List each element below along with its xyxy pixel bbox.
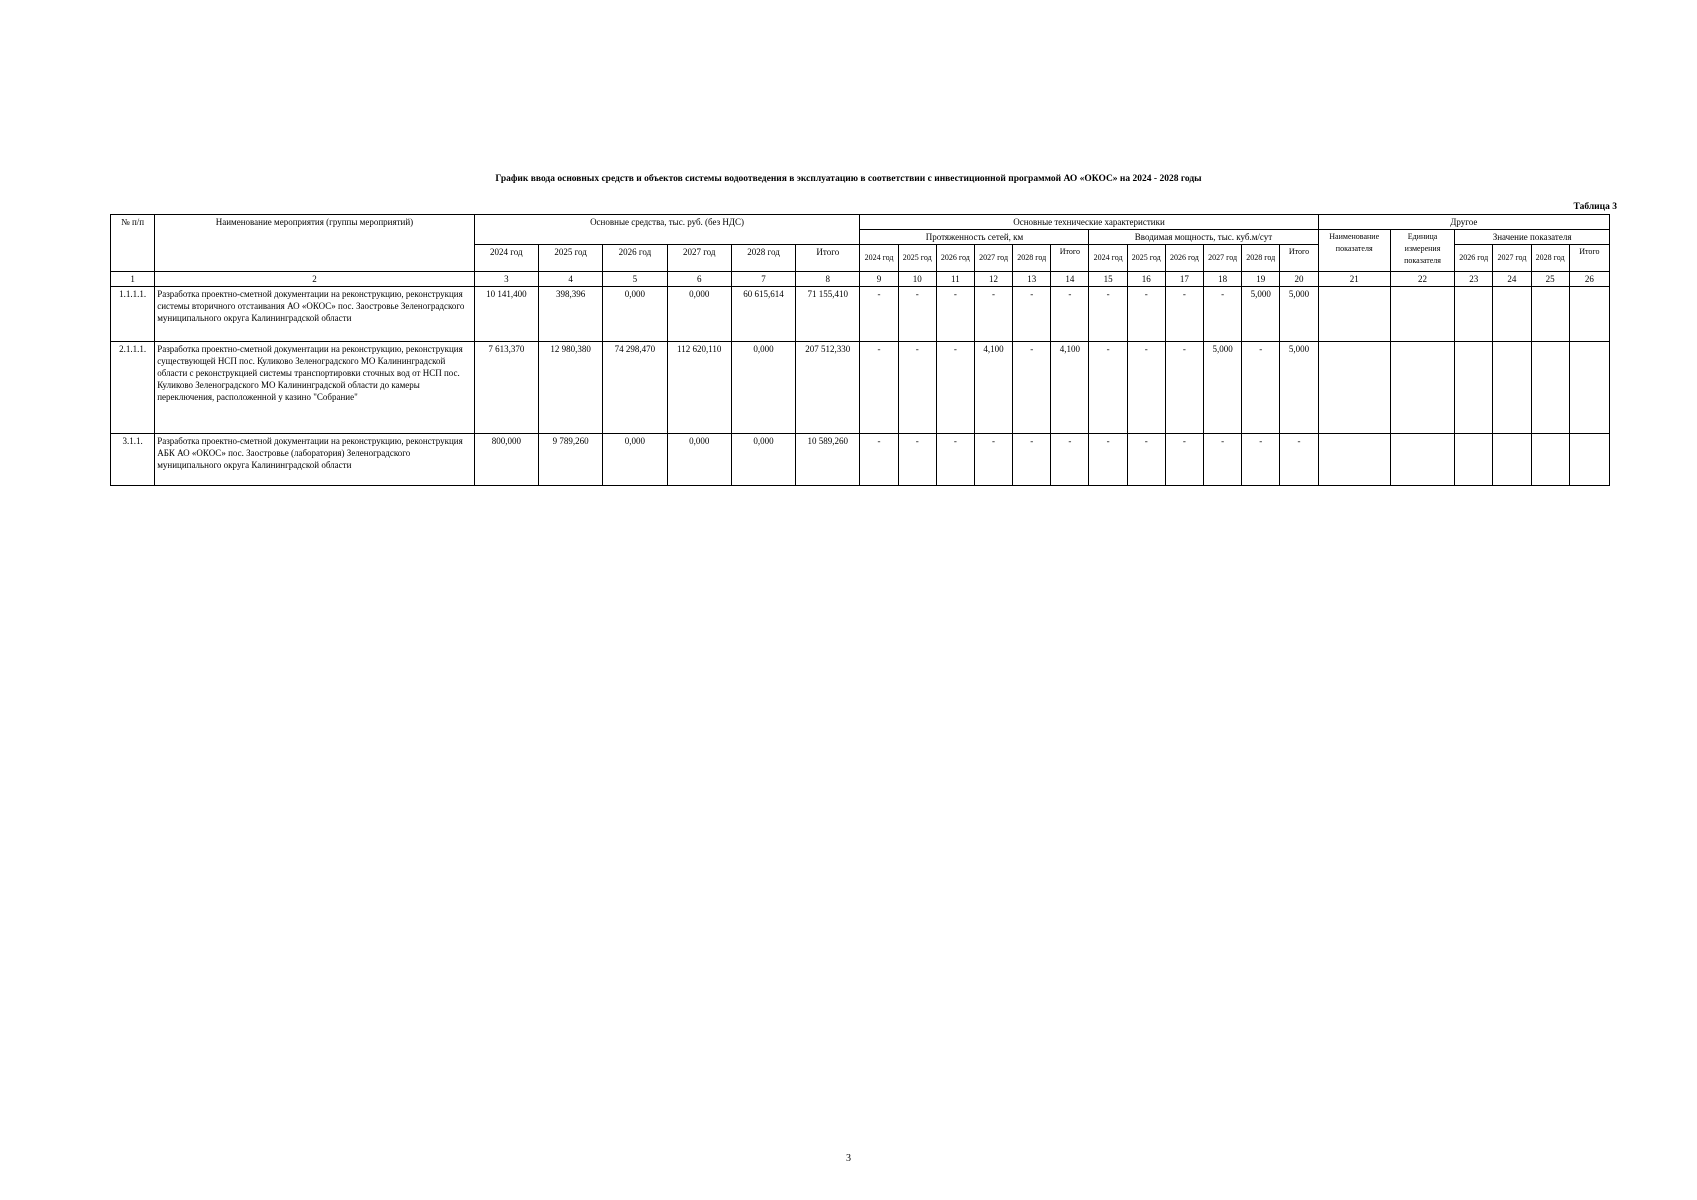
fixed-assets-cell: 0,000 xyxy=(731,434,795,486)
length-cell: - xyxy=(974,434,1012,486)
length-cell: - xyxy=(860,434,898,486)
column-number: 10 xyxy=(898,272,936,287)
column-number: 7 xyxy=(731,272,795,287)
column-number: 16 xyxy=(1127,272,1165,287)
fixed-assets-cell: 0,000 xyxy=(731,342,795,434)
fixed-assets-cell: 800,000 xyxy=(474,434,538,486)
fixed-assets-cell: 74 298,470 xyxy=(603,342,667,434)
header-num: № п/п xyxy=(111,215,155,272)
header-capacity-year: 2025 год xyxy=(1127,245,1165,272)
other-cell xyxy=(1318,434,1390,486)
column-number: 11 xyxy=(936,272,974,287)
column-number: 21 xyxy=(1318,272,1390,287)
table-body xyxy=(111,287,1610,486)
other-cell xyxy=(1455,434,1493,486)
capacity-cell: 5,000 xyxy=(1280,287,1318,342)
header-length-year: 2024 год xyxy=(860,245,898,272)
column-number: 25 xyxy=(1531,272,1569,287)
header-capacity-year: 2027 год xyxy=(1204,245,1242,272)
length-cell: - xyxy=(1013,287,1051,342)
other-cell xyxy=(1390,342,1454,434)
row-number-cell: 1.1.1.1. xyxy=(111,287,155,342)
length-cell: - xyxy=(1051,434,1089,486)
column-number: 18 xyxy=(1204,272,1242,287)
capacity-cell: 5,000 xyxy=(1280,342,1318,434)
row-number-cell: 3.1.1. xyxy=(111,434,155,486)
document-title: График ввода основных средств и объектов системы водоотведения в эксплуатацию в соответствии с инвестиционной программой АО «ОКОС» на 2024 - 2028 годы xyxy=(495,174,1202,184)
other-cell xyxy=(1569,342,1609,434)
capacity-cell: - xyxy=(1127,434,1165,486)
column-number: 23 xyxy=(1455,272,1493,287)
header-length-year: 2027 год xyxy=(974,245,1012,272)
column-number: 22 xyxy=(1390,272,1454,287)
fixed-assets-cell: 10 141,400 xyxy=(474,287,538,342)
column-number: 8 xyxy=(796,272,860,287)
header-other-year: 2028 год xyxy=(1531,245,1569,272)
header-name: Наименование мероприятия (группы мероприятий) xyxy=(155,215,474,272)
column-number: 14 xyxy=(1051,272,1089,287)
capacity-cell: - xyxy=(1165,434,1203,486)
fixed-assets-cell: 10 589,260 xyxy=(796,434,860,486)
header-fa-year: 2024 год xyxy=(474,245,538,272)
capacity-cell: - xyxy=(1127,342,1165,434)
capacity-cell: - xyxy=(1242,434,1280,486)
header-fixed-assets: Основные средства, тыс. руб. (без НДС) xyxy=(474,215,860,245)
fixed-assets-cell: 71 155,410 xyxy=(796,287,860,342)
fixed-assets-cell: 0,000 xyxy=(603,434,667,486)
header-indicator-name: Наименование показателя xyxy=(1318,230,1390,272)
column-numbers-row xyxy=(111,272,1610,287)
fixed-assets-cell: 7 613,370 xyxy=(474,342,538,434)
length-cell: - xyxy=(1013,342,1051,434)
capacity-cell: - xyxy=(1242,342,1280,434)
row-name-cell: Разработка проектно-сметной документации на реконструкцию, реконструкция существующей НСП пос. Куликово Зеленоградского МО Калининградской области с реконструкцией системы транспортировки сточных вод от НСП пос. Куликово Зеленоградского МО Калининградской области до камеры переключения, расположенной у казино "Собрание" xyxy=(155,342,474,434)
other-cell xyxy=(1318,287,1390,342)
column-number: 6 xyxy=(667,272,731,287)
header-tech: Основные технические характеристики xyxy=(860,215,1318,230)
column-number: 15 xyxy=(1089,272,1127,287)
column-number: 20 xyxy=(1280,272,1318,287)
row-name-cell: Разработка проектно-сметной документации на реконструкцию, реконструкция системы вторичного отстаивания АО «ОКОС» пос. Заостровье Зеленоградского муниципального округа Калининградской области xyxy=(155,287,474,342)
fixed-assets-cell: 9 789,260 xyxy=(538,434,602,486)
fixed-assets-cell: 207 512,330 xyxy=(796,342,860,434)
column-number: 1 xyxy=(111,272,155,287)
length-cell: - xyxy=(936,434,974,486)
other-cell xyxy=(1493,434,1531,486)
header-fa-year: 2027 год xyxy=(667,245,731,272)
column-number: 4 xyxy=(538,272,602,287)
capacity-cell: 5,000 xyxy=(1204,342,1242,434)
header-fa-year: 2028 год xyxy=(731,245,795,272)
other-cell xyxy=(1390,434,1454,486)
header-indicator-value: Значение показателя xyxy=(1455,230,1610,245)
header-length-year: 2026 год xyxy=(936,245,974,272)
header-other: Другое xyxy=(1318,215,1609,230)
length-cell: - xyxy=(860,287,898,342)
header-other-total: Итого xyxy=(1569,245,1609,272)
column-number: 17 xyxy=(1165,272,1203,287)
other-cell xyxy=(1390,287,1454,342)
header-capacity-year: 2024 год xyxy=(1089,245,1127,272)
header-length-total: Итого xyxy=(1051,245,1089,272)
table-row xyxy=(111,287,1610,342)
other-cell xyxy=(1569,434,1609,486)
other-cell xyxy=(1455,287,1493,342)
column-number: 13 xyxy=(1013,272,1051,287)
column-number: 5 xyxy=(603,272,667,287)
header-fa-year: 2026 год xyxy=(603,245,667,272)
header-capacity-year: 2028 год xyxy=(1242,245,1280,272)
header-capacity: Вводимая мощность, тыс. куб.м/сут xyxy=(1089,230,1318,245)
capacity-cell: - xyxy=(1204,434,1242,486)
capacity-cell: - xyxy=(1089,287,1127,342)
fixed-assets-cell: 60 615,614 xyxy=(731,287,795,342)
column-number: 26 xyxy=(1569,272,1609,287)
header-capacity-year: 2026 год xyxy=(1165,245,1203,272)
capacity-cell: - xyxy=(1165,342,1203,434)
column-number: 2 xyxy=(155,272,474,287)
page-number: 3 xyxy=(846,1153,851,1164)
length-cell: 4,100 xyxy=(1051,342,1089,434)
capacity-cell: 5,000 xyxy=(1242,287,1280,342)
other-cell xyxy=(1493,287,1531,342)
fixed-assets-cell: 12 980,380 xyxy=(538,342,602,434)
capacity-cell: - xyxy=(1204,287,1242,342)
column-number: 3 xyxy=(474,272,538,287)
length-cell: - xyxy=(974,287,1012,342)
header-length-year: 2025 год xyxy=(898,245,936,272)
other-cell xyxy=(1455,342,1493,434)
length-cell: - xyxy=(898,287,936,342)
header-other-year: 2026 год xyxy=(1455,245,1493,272)
investment-schedule-table xyxy=(110,214,1610,486)
row-name-cell: Разработка проектно-сметной документации на реконструкцию, реконструкция АБК АО «ОКОС» пос. Заостровье (лаборатория) Зеленоградского муниципального округа Калининградской области xyxy=(155,434,474,486)
capacity-cell: - xyxy=(1089,434,1127,486)
capacity-cell: - xyxy=(1280,434,1318,486)
fixed-assets-cell: 398,396 xyxy=(538,287,602,342)
other-cell xyxy=(1531,287,1569,342)
header-length: Протяженность сетей, км xyxy=(860,230,1089,245)
table-row xyxy=(111,342,1610,434)
header-row-1 xyxy=(111,215,1610,230)
other-cell xyxy=(1569,287,1609,342)
header-length-year: 2028 год xyxy=(1013,245,1051,272)
length-cell: - xyxy=(936,287,974,342)
other-cell xyxy=(1493,342,1531,434)
length-cell: - xyxy=(936,342,974,434)
capacity-cell: - xyxy=(1165,287,1203,342)
length-cell: - xyxy=(860,342,898,434)
header-fa-year: 2025 год xyxy=(538,245,602,272)
column-number: 19 xyxy=(1242,272,1280,287)
other-cell xyxy=(1318,342,1390,434)
header-capacity-total: Итого xyxy=(1280,245,1318,272)
length-cell: - xyxy=(898,342,936,434)
other-cell xyxy=(1531,342,1569,434)
row-number-cell: 2.1.1.1. xyxy=(111,342,155,434)
column-number: 9 xyxy=(860,272,898,287)
fixed-assets-cell: 0,000 xyxy=(667,434,731,486)
capacity-cell: - xyxy=(1127,287,1165,342)
length-cell: - xyxy=(1013,434,1051,486)
length-cell: 4,100 xyxy=(974,342,1012,434)
header-fa-total: Итого xyxy=(796,245,860,272)
fixed-assets-cell: 112 620,110 xyxy=(667,342,731,434)
length-cell: - xyxy=(898,434,936,486)
capacity-cell: - xyxy=(1089,342,1127,434)
other-cell xyxy=(1531,434,1569,486)
fixed-assets-cell: 0,000 xyxy=(667,287,731,342)
header-unit: Единица измерения показателя xyxy=(1390,230,1454,272)
table-row xyxy=(111,434,1610,486)
header-other-year: 2027 год xyxy=(1493,245,1531,272)
table-label: Таблица 3 xyxy=(1573,202,1617,212)
length-cell: - xyxy=(1051,287,1089,342)
fixed-assets-cell: 0,000 xyxy=(603,287,667,342)
column-number: 12 xyxy=(974,272,1012,287)
column-number: 24 xyxy=(1493,272,1531,287)
